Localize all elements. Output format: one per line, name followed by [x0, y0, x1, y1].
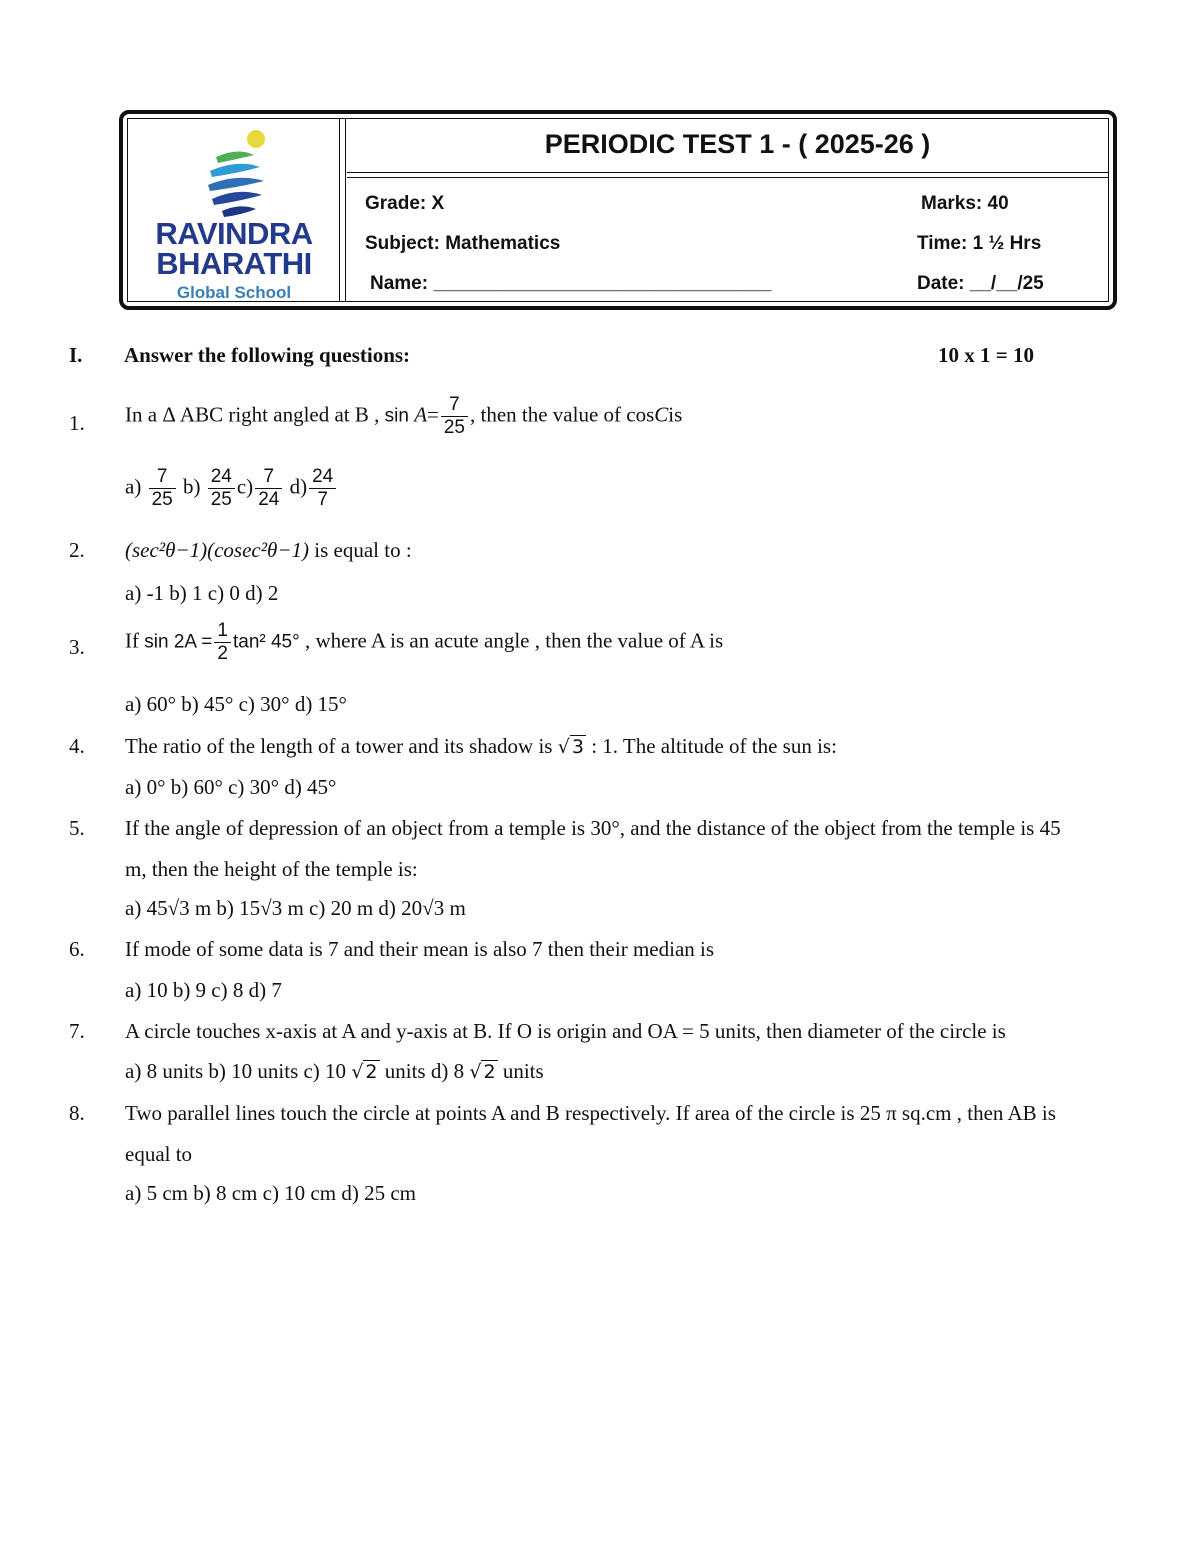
radicand: 2	[483, 1061, 496, 1083]
question-text: , where A is an acute angle , then the value of A is	[299, 628, 724, 653]
denominator: 25	[210, 489, 232, 510]
question-7-text: A circle touches x-axis at A and y-axis at B. If O is origin and OA = 5 units, then diameter of the circle is	[125, 1019, 1006, 1043]
square-root: √ 2	[469, 1061, 496, 1083]
test-info	[347, 119, 1108, 301]
radicand: 2	[365, 1061, 378, 1083]
denominator: 25	[443, 417, 465, 438]
denominator: 2	[217, 643, 228, 664]
header-inner-border	[127, 118, 1109, 302]
title-rule	[347, 172, 1108, 173]
option-label: a)	[125, 474, 142, 499]
radicand: 3	[571, 736, 584, 758]
question-8-options: a) 5 cm b) 8 cm c) 10 cm d) 25 cm	[125, 1181, 416, 1205]
question-text: is	[668, 402, 683, 427]
question-number: 6.	[69, 937, 85, 961]
equals-sign: =	[427, 402, 439, 427]
question-1-options	[125, 466, 338, 511]
question-8-text-continued: equal to	[125, 1142, 193, 1166]
question-5-text-continued: m, then the height of the temple is:	[125, 857, 418, 881]
question-text: is equal to :	[309, 538, 412, 562]
date-field: Date: __/__/25	[917, 273, 1044, 294]
question-6-text: If mode of some data is 7 and their mean is also 7 then their median is	[125, 937, 715, 961]
question-number: 3.	[69, 635, 85, 659]
question-number: 8.	[69, 1101, 85, 1125]
question-text: In a Δ ABC right angled at B ,	[125, 402, 385, 427]
question-text: : 1. The altitude of the sun is:	[585, 734, 837, 758]
section-title: Answer the following questions:	[124, 343, 411, 367]
question-3-text	[125, 620, 723, 665]
grade-field: Grade: X	[365, 193, 445, 214]
numerator: 7	[255, 466, 282, 489]
header-divider	[345, 119, 346, 301]
test-header	[119, 110, 1117, 310]
options-text: units	[497, 1059, 544, 1083]
sin-function: sin	[384, 405, 409, 427]
question-text: , then the value of	[470, 402, 627, 427]
question-1-text	[125, 394, 682, 439]
option-label: d)	[289, 474, 308, 499]
question-8-text: Two parallel lines touch the circle at points A and B respectively. If area of the circle is 25 π sq.cm , then AB is	[125, 1101, 1056, 1125]
numerator: 7	[441, 394, 468, 417]
options-text: units d) 8	[379, 1059, 470, 1083]
options-text: a) 8 units b) 10 units c) 10	[125, 1059, 352, 1083]
question-5-text: If the angle of depression of an object from a temple is 30°, and the distance of the object from the temple is 45	[125, 816, 1061, 840]
question-7-options	[125, 1059, 544, 1084]
school-emblem-icon	[198, 129, 278, 219]
option-c-fraction	[255, 466, 282, 511]
question-number: 7.	[69, 1019, 85, 1043]
subject-field: Subject: Mathematics	[365, 233, 561, 254]
question-2-text	[125, 538, 412, 563]
fraction	[214, 620, 231, 665]
section-number: I.	[69, 343, 83, 367]
question-number: 2.	[69, 538, 85, 562]
question-text: The ratio of the length of a tower and its shadow is	[125, 734, 558, 758]
question-text: If	[125, 628, 145, 653]
square-root: √ 2	[351, 1061, 378, 1083]
test-title: PERIODIC TEST 1 - ( 2025-26 )	[544, 129, 931, 159]
time-field: Time: 1 ½ Hrs	[917, 233, 1042, 254]
school-name-line2: BHARATHI	[156, 246, 312, 281]
math-expression: (sec²θ−1)(cosec²θ−1)	[125, 538, 309, 562]
school-name-line3: Global School	[176, 283, 292, 302]
option-label: b)	[182, 474, 201, 499]
denominator: 24	[258, 489, 280, 510]
option-label: c)	[236, 474, 254, 499]
square-root: √ 3	[557, 736, 584, 758]
option-a-fraction	[149, 466, 176, 511]
variable-a: A	[414, 402, 428, 427]
question-2-options: a) -1 b) 1 c) 0 d) 2	[125, 581, 279, 605]
denominator: 7	[317, 489, 328, 510]
fraction	[441, 394, 468, 439]
question-5-options: a) 45√3 m b) 15√3 m c) 20 m d) 20√3 m	[125, 896, 466, 920]
numerator: 7	[149, 466, 176, 489]
numerator: 24	[309, 466, 336, 489]
variable-c: C	[654, 402, 669, 427]
question-3-options: a) 60° b) 45° c) 30° d) 15°	[125, 692, 347, 716]
name-field: Name: ________________________________	[370, 273, 772, 294]
question-6-options: a) 10 b) 9 c) 8 d) 7	[125, 978, 282, 1002]
cos-function: cos	[626, 402, 655, 427]
numerator: 1	[214, 620, 231, 643]
marks-field: Marks: 40	[921, 193, 1009, 214]
question-4-text	[125, 734, 837, 759]
section-marks: 10 x 1 = 10	[938, 343, 1034, 367]
math-expression: sin 2A =	[144, 631, 213, 653]
option-b-fraction	[208, 466, 235, 511]
title-rule	[347, 177, 1108, 178]
school-name-line1: RAVINDRA	[155, 216, 313, 251]
math-expression: tan² 45°	[232, 631, 300, 653]
denominator: 25	[151, 489, 173, 510]
question-number: 1.	[69, 411, 85, 435]
numerator: 24	[208, 466, 235, 489]
question-number: 4.	[69, 734, 85, 758]
option-d-fraction	[309, 466, 336, 511]
question-number: 5.	[69, 816, 85, 840]
question-4-options: a) 0° b) 60° c) 30° d) 45°	[125, 775, 337, 799]
school-logo	[128, 119, 340, 301]
